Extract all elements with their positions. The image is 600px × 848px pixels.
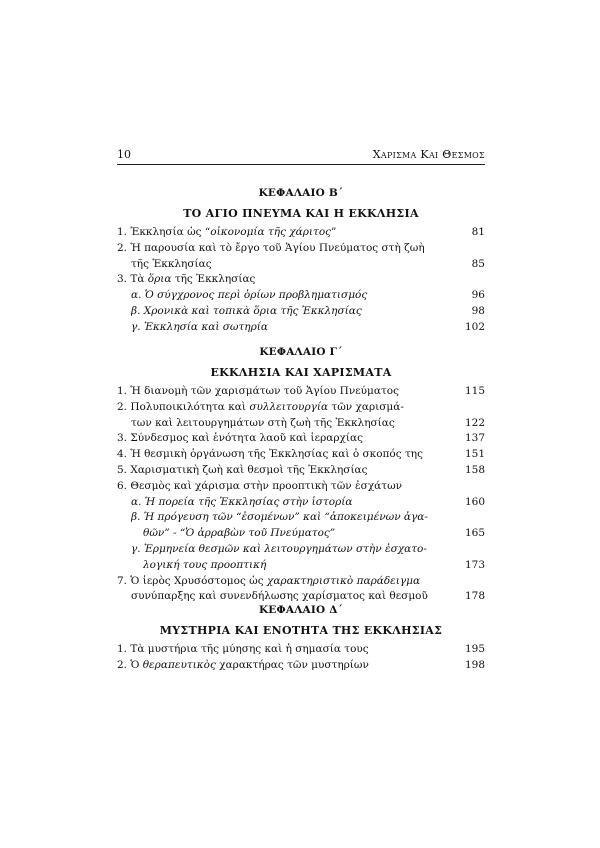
toc-page-number: 173 [464, 558, 485, 571]
toc-entry: 1. Ἡ διανομὴ τῶν χαρισμάτων τοῦ Ἁγίου Πνεύματος 115 [117, 384, 485, 400]
toc-entry: 2. Ὁ θεραπευτικὸς χαρακτήρας τῶν μυστηρίων 198 [117, 658, 485, 674]
toc-page-number: 98 [471, 304, 485, 317]
toc-entry: 3. Σύνδεσμος καὶ ἑνότητα λαοῦ καὶ ἱεραρχίας 137 [117, 431, 485, 447]
chapter-d [117, 603, 485, 674]
toc-page-number: 195 [464, 643, 485, 655]
running-title: Χαρισμα Και Θεσμος [372, 148, 485, 161]
toc-entry: γ. Ἑρμηνεία θεσμῶν καὶ λειτουργημάτων στὴν ἐσχατο- [131, 542, 427, 555]
toc-page-number: 96 [471, 289, 485, 302]
toc-entry: 1. Ἐκκλησία ὡς “οἰκονομία τῆς χάριτος” 81 [117, 225, 485, 241]
toc-entry: των καὶ λειτουργημάτων στὴ ζωὴ τῆς Ἐκκλησίας 122 [117, 416, 485, 432]
chapter-title: ΕΚΚΛΗΣΙΑ ΚΑΙ ΧΑΡΙΣΜΑΤΑ [210, 366, 392, 379]
toc-entry: 5. Χαρισματικὴ ζωὴ καὶ θεσμοὶ τῆς Ἐκκλησίας 158 [117, 463, 485, 479]
page-number: 10 [117, 148, 131, 161]
toc-page-number: 102 [464, 320, 485, 333]
chapter-label: ΚΕΦΑΛΑΙΟ Γ΄ [259, 346, 343, 358]
toc-page-number: 151 [464, 448, 485, 461]
toc-entry: 2. Πολυποικιλότητα καὶ συλλειτουργία τῶν χαρισμά- [117, 400, 404, 413]
toc-entry: συνύπαρξης καὶ συνενδήλωσης χαρίσματος καὶ θεσμοῦ 178 [117, 589, 485, 605]
chapter-b [117, 186, 485, 336]
toc-entry: γ. Ἐκκλησία καὶ σωτηρία 102 [117, 320, 485, 336]
toc-entry: λογική τους προοπτική 173 [117, 558, 485, 574]
toc-page-number: 122 [464, 416, 485, 429]
toc-entry: β. Ἡ πρόγευση τῶν “ἐσομένων” καὶ “ἀποκειμένων ἀγα- [131, 511, 428, 524]
toc-page-number: 198 [464, 658, 485, 671]
toc-page-number: 85 [471, 257, 485, 270]
toc-entry: 3. Τὰ ὅρια τῆς Ἐκκλησίας [117, 273, 256, 286]
toc-page-number: 115 [464, 385, 485, 397]
chapter-title: ΜΥΣΤΗΡΙΑ ΚΑΙ ΕΝΟΤΗΤΑ ΤΗΣ ΕΚΚΛΗΣΙΑΣ [159, 624, 443, 637]
chapter-g [117, 345, 485, 605]
toc-entry: τῆς Ἐκκλησίας 85 [117, 257, 485, 273]
toc-page-number: 165 [464, 527, 485, 540]
toc-entry: θῶν” - “Ὁ ἀρραβὼν τοῦ Πνεύματος” 165 [117, 526, 485, 542]
chapter-title: ΤΟ ΑΓΙΟ ΠΝΕΥΜΑ ΚΑΙ Η ΕΚΚΛΗΣΙΑ [183, 207, 419, 220]
header-rule [117, 164, 485, 165]
toc-entry: 7. Ὁ ἱερὸς Χρυσόστομος ὡς χαρακτηριστικὸ παράδειγμα [117, 574, 421, 587]
toc-entry: 1. Τὰ μυστήρια τῆς μύησης καὶ ἡ σημασία τους 195 [117, 642, 485, 658]
chapter-label: ΚΕΦΑΛΑΙΟ Δ΄ [258, 604, 344, 616]
toc-page-number: 137 [464, 432, 485, 445]
toc-entry: 4. Ἡ θεσμικὴ ὀργάνωση τῆς Ἐκκλησίας καὶ ὁ σκοπός της 151 [117, 447, 485, 463]
toc-page-number: 158 [464, 463, 485, 476]
chapter-label: ΚΕΦΑΛΑΙΟ Β΄ [258, 187, 344, 199]
toc-page-number: 160 [464, 495, 485, 508]
toc-entry: β. Χρονικὰ καὶ τοπικὰ ὅρια τῆς Ἐκκλησίας 98 [117, 304, 485, 320]
toc-entry: α. Ἡ πορεία τῆς Ἐκκλησίας στὴν ἱστορία 160 [117, 495, 485, 511]
toc-entry: 6. Θεσμὸς καὶ χάρισμα στὴν προοπτικὴ τῶν ἐσχάτων [117, 479, 403, 492]
running-header [117, 148, 485, 161]
toc-entry: 2. Ἡ παρουσία καὶ τὸ ἔργο τοῦ Ἁγίου Πνεύματος στὴ ζωὴ [117, 241, 425, 254]
toc-page-number: 81 [471, 226, 485, 238]
toc-entry: α. Ὁ σύγχρονος περὶ ὁρίων προβληματισμός 96 [117, 288, 485, 304]
toc-page-number: 178 [464, 590, 485, 603]
